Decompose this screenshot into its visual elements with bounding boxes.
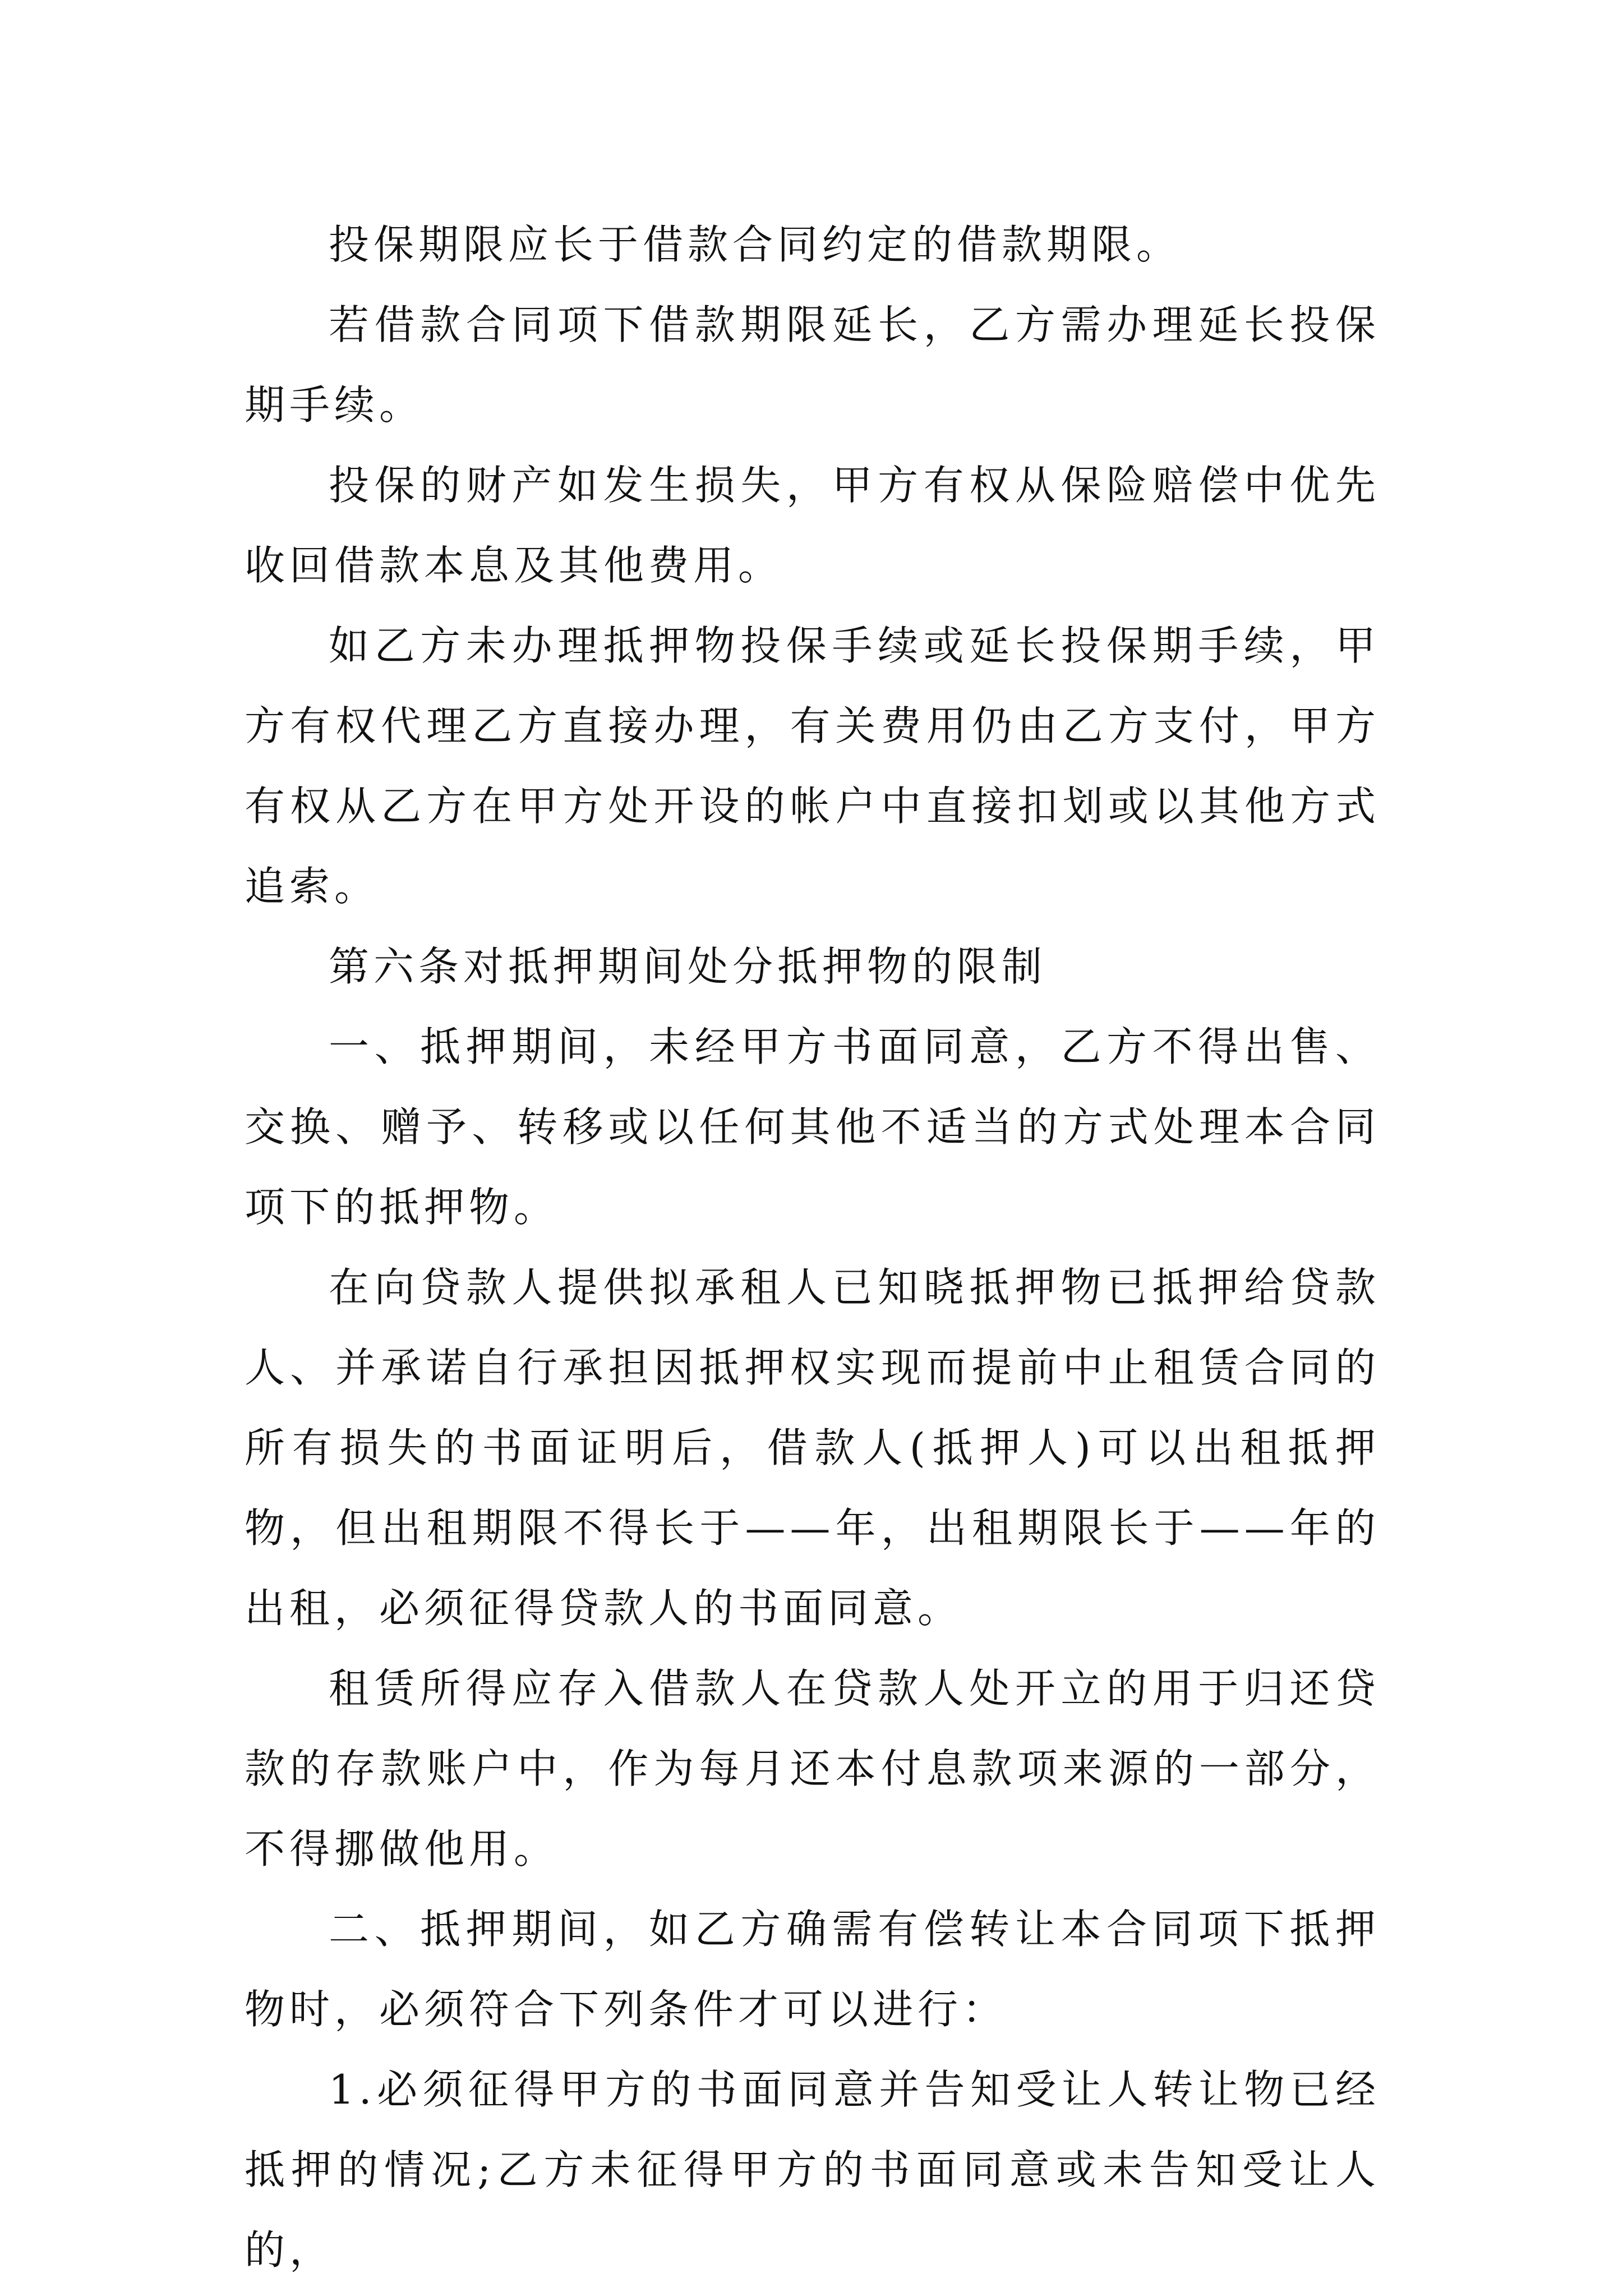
paragraph-4: 如乙方未办理抵押物投保手续或延长投保期手续，甲方有权代理乙方直接办理，有关费用仍由乙方支付，甲方有权从乙方在甲方处开设的帐户中直接扣划或以其他方式追索。 xyxy=(245,622,1380,910)
section-heading: 第六条对抵押期间处分抵押物的限制 xyxy=(329,943,1047,990)
paragraph-8: 租赁所得应存入借款人在贷款人处开立的用于归还贷款的存款账户中，作为每月还本付息款项来源的一部分，不得挪做他用。 xyxy=(245,1665,1380,1872)
paragraph-10: 1.必须征得甲方的书面同意并告知受让人转让物已经抵押的情况;乙方未征得甲方的书面同意或未告知受让人的， xyxy=(245,2066,1380,2274)
paragraph-3: 投保的财产如发生损失，甲方有权从保险赔偿中优先收回借款本息及其他费用。 xyxy=(245,462,1380,589)
paragraph-2: 若借款合同项下借款期限延长，乙方需办理延长投保期手续。 xyxy=(245,301,1380,429)
paragraph-6: 一、抵押期间，未经甲方书面同意，乙方不得出售、交换、赠予、转移或以任何其他不适当的方式处理本合同项下的抵押物。 xyxy=(245,1023,1380,1231)
paragraph-7: 在向贷款人提供拟承租人已知晓抵押物已抵押给贷款人、并承诺自行承担因抵押权实现而提前中止租赁合同的所有损失的书面证明后，借款人(抵押人)可以出租抵押物，但出租期限不得长于——年，出租期限长于——年的出租，必须征得贷款人的书面同意。 xyxy=(245,1264,1380,1632)
paragraph-9: 二、抵押期间，如乙方确需有偿转让本合同项下抵押物时，必须符合下列条件才可以进行： xyxy=(245,1906,1380,2033)
paragraph-1: 投保期限应长于借款合同约定的借款期限。 xyxy=(329,221,1182,268)
document-body xyxy=(245,205,1380,2290)
